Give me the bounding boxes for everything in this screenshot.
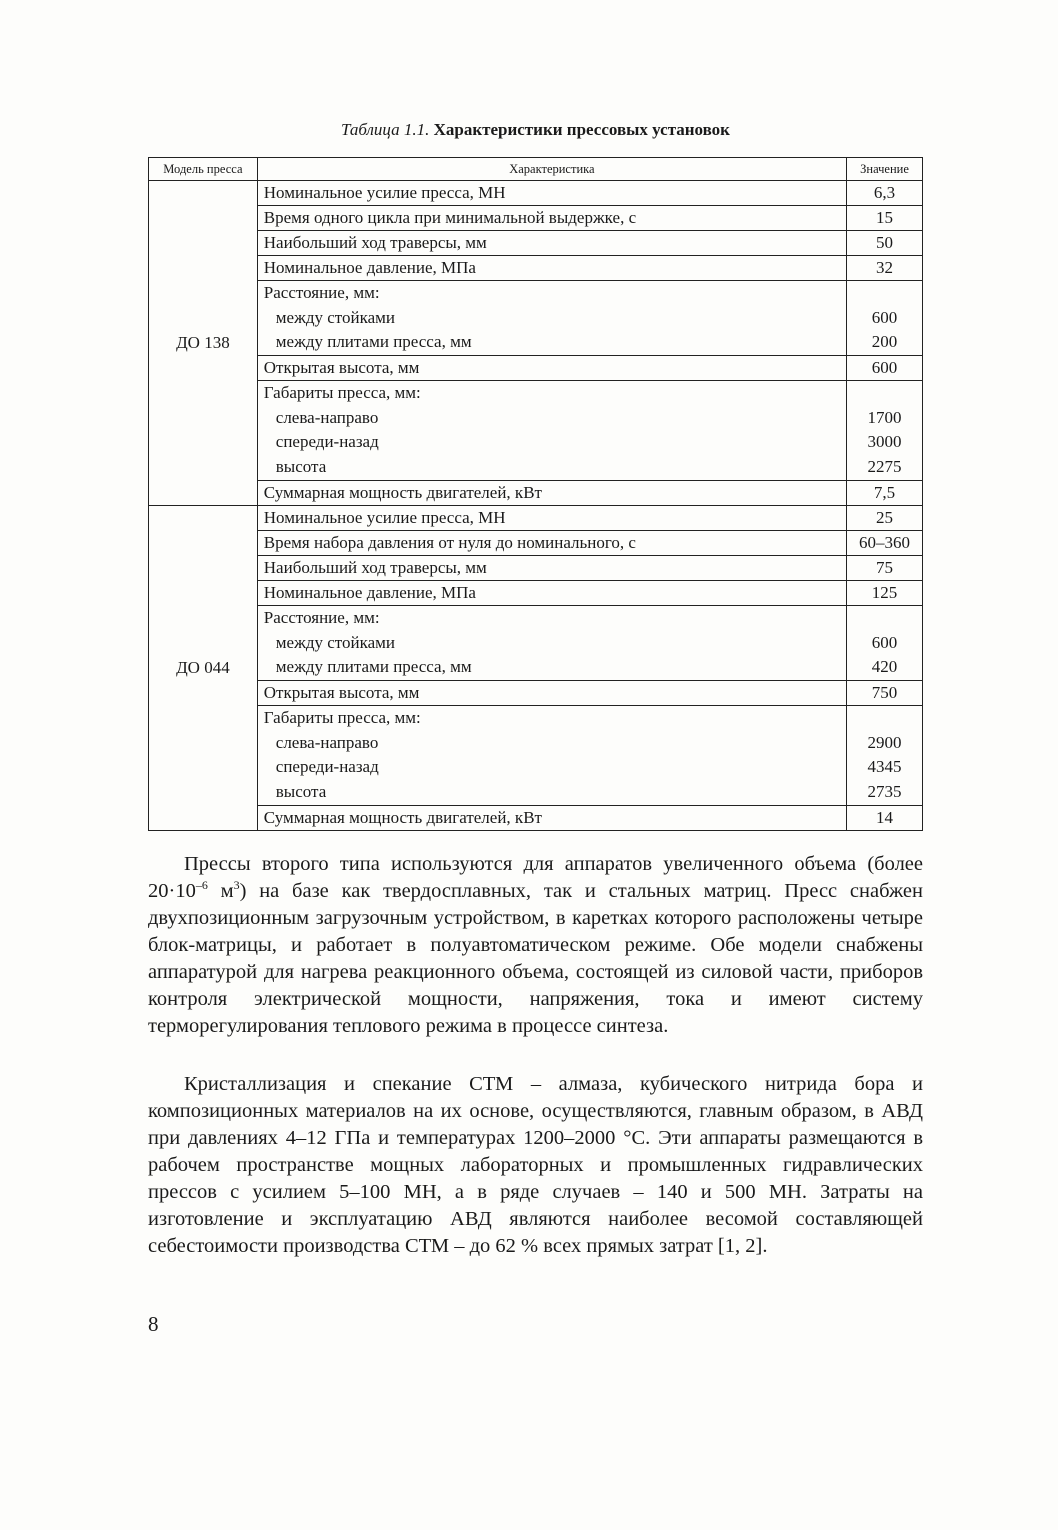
table-caption bbox=[148, 120, 923, 140]
table-row bbox=[149, 580, 923, 605]
characteristic-sub-item: слева-направо bbox=[275, 407, 379, 427]
value-cell: 125 bbox=[847, 580, 923, 605]
paragraph-1 bbox=[148, 851, 923, 1040]
value-line bbox=[853, 606, 916, 631]
value-cell: 15 bbox=[847, 206, 923, 231]
table-row bbox=[149, 530, 923, 555]
value-cell: 60–360 bbox=[847, 530, 923, 555]
value-cell: 600 bbox=[847, 356, 923, 381]
value-cell bbox=[847, 705, 923, 805]
value-line: 3000 bbox=[867, 432, 902, 452]
characteristic-cell: Открытая высота, мм bbox=[257, 356, 846, 381]
characteristic-cell: Открытая высота, мм bbox=[257, 680, 846, 705]
value-cell bbox=[847, 605, 923, 680]
value-cell: 25 bbox=[847, 505, 923, 530]
table-caption-title: Характеристики прессовых установок bbox=[433, 120, 730, 139]
header-value: Значение bbox=[847, 158, 923, 181]
characteristic-cell bbox=[257, 605, 846, 680]
characteristic-cell: Наибольший ход траверсы, мм bbox=[257, 231, 846, 256]
value-line: 2900 bbox=[867, 732, 902, 752]
characteristic-cell: Время одного цикла при минимальной выдержке, с bbox=[257, 206, 846, 231]
characteristic-sub-item: спереди-назад bbox=[275, 757, 379, 777]
value-line: 2275 bbox=[867, 457, 902, 477]
characteristic-cell bbox=[257, 381, 846, 481]
paragraph-1-unit: м bbox=[207, 880, 234, 902]
header-model: Модель пресса bbox=[149, 158, 258, 181]
value-line: 420 bbox=[871, 657, 898, 677]
page-number: 8 bbox=[148, 1312, 159, 1336]
value-line: 600 bbox=[871, 307, 898, 327]
value-line: 1700 bbox=[867, 407, 902, 427]
table-header-row bbox=[149, 158, 923, 181]
characteristic-sub-item: спереди-назад bbox=[275, 432, 379, 452]
model-name-cell: ДО 044 bbox=[149, 505, 258, 830]
value-cell bbox=[847, 381, 923, 481]
characteristic-sub-item: высота bbox=[275, 781, 327, 801]
characteristic-cell bbox=[257, 705, 846, 805]
table-row bbox=[149, 805, 923, 830]
table-row bbox=[149, 381, 923, 481]
table-row bbox=[149, 705, 923, 805]
table-row bbox=[149, 555, 923, 580]
paragraph-2: Кристаллизация и спекание СТМ – алмаза, кубического нитрида бора и композиционных материалов на их основе, осуществляются, главным образом, в АВД при давлениях 4–12 ГПа и температурах 1200–2000 °С. Эти аппараты размещаются в рабочем пространстве мощных лабораторных и промышленных гидравлических прессов с усилием 5–100 МН, а в ряде случаев – 140 и 500 МН. Затраты на изготовление и эксплуатацию АВД являются наиболее весомой составляющей себестоимости производства СТМ – до 62 % всех прямых затрат [1, 2]. bbox=[148, 1073, 923, 1257]
characteristic-cell: Суммарная мощность двигателей, кВт bbox=[257, 805, 846, 830]
characteristic-sub-item: между плитами пресса, мм bbox=[275, 657, 472, 677]
characteristic-group-label: Расстояние, мм: bbox=[263, 283, 380, 302]
characteristic-cell bbox=[257, 281, 846, 356]
characteristic-cell: Номинальное давление, МПа bbox=[257, 580, 846, 605]
characteristic-sub-item: между стойками bbox=[275, 307, 395, 327]
value-line bbox=[853, 281, 916, 306]
value-cell: 750 bbox=[847, 680, 923, 705]
value-cell: 14 bbox=[847, 805, 923, 830]
characteristic-cell: Номинальное усилие пресса, МН bbox=[257, 505, 846, 530]
value-line: 600 bbox=[871, 632, 898, 652]
value-line: 200 bbox=[871, 332, 898, 352]
table-row bbox=[149, 281, 923, 356]
table-row bbox=[149, 231, 923, 256]
header-characteristic: Характеристика bbox=[257, 158, 846, 181]
table-caption-label: Таблица 1.1. bbox=[341, 120, 430, 139]
table-row bbox=[149, 181, 923, 206]
value-cell: 6,3 bbox=[847, 181, 923, 206]
characteristic-sub-item: высота bbox=[275, 457, 327, 477]
table-row bbox=[149, 256, 923, 281]
paragraph-1-text-rest: ) на базе как твердосплавных, так и стальных матриц. Пресс снабжен двухпозиционным загрузочным устройством, в каретках которого расположены четыре блок-матрицы, и работает в полуавтоматическом режиме. Обе модели снабжены аппаратурой для нагрева реакционного объема, состоящей из силовой части, приборов контроля электрической мощности, напряжения, тока и имеют систему терморегулирования теплового режима в процессе синтеза. bbox=[148, 880, 923, 1037]
characteristic-group-label: Габариты пресса, мм: bbox=[263, 383, 421, 403]
value-line bbox=[853, 381, 916, 406]
characteristic-sub-item: между стойками bbox=[275, 632, 395, 652]
table-row bbox=[149, 206, 923, 231]
characteristic-cell: Время набора давления от нуля до номинального, с bbox=[257, 530, 846, 555]
characteristic-cell: Номинальное усилие пресса, МН bbox=[257, 181, 846, 206]
value-line: 2735 bbox=[867, 781, 902, 801]
characteristic-sub-item: между плитами пресса, мм bbox=[275, 332, 472, 352]
value-line bbox=[853, 706, 916, 731]
value-cell: 32 bbox=[847, 256, 923, 281]
paragraph-1-unit-exponent: 3 bbox=[233, 878, 240, 893]
characteristic-cell: Наибольший ход траверсы, мм bbox=[257, 555, 846, 580]
value-cell: 75 bbox=[847, 555, 923, 580]
table-body bbox=[149, 181, 923, 831]
table-row bbox=[149, 680, 923, 705]
characteristic-cell: Номинальное давление, МПа bbox=[257, 256, 846, 281]
characteristic-sub-item: слева-направо bbox=[275, 732, 379, 752]
characteristic-group-label: Габариты пресса, мм: bbox=[263, 707, 421, 727]
value-cell: 7,5 bbox=[847, 480, 923, 505]
table-row bbox=[149, 480, 923, 505]
table-row bbox=[149, 505, 923, 530]
value-cell bbox=[847, 281, 923, 356]
value-line: 4345 bbox=[867, 757, 902, 777]
model-name-cell: ДО 138 bbox=[149, 181, 258, 506]
press-spec-table bbox=[148, 157, 923, 831]
paragraph-1-text: Прессы второго типа используются для аппаратов увеличенного объема (более 20·10 bbox=[148, 853, 923, 902]
paragraph-1-exponent: –6 bbox=[195, 878, 208, 893]
table-row bbox=[149, 605, 923, 680]
characteristic-cell: Суммарная мощность двигателей, кВт bbox=[257, 480, 846, 505]
characteristic-group-label: Расстояние, мм: bbox=[263, 607, 380, 627]
table-row bbox=[149, 356, 923, 381]
value-cell: 50 bbox=[847, 231, 923, 256]
